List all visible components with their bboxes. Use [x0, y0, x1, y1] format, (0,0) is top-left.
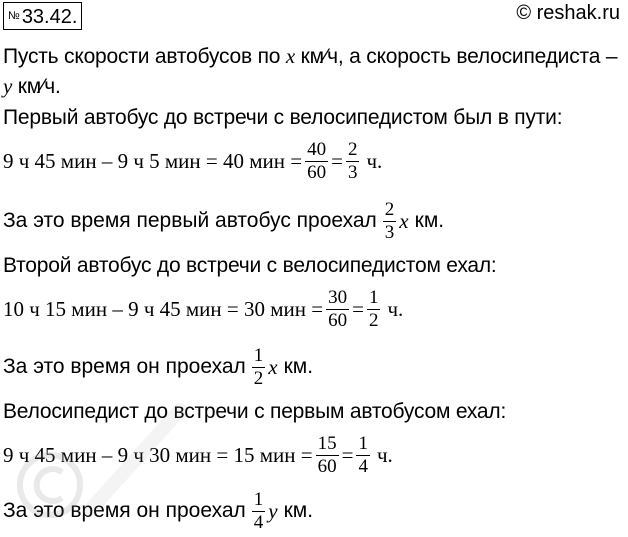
second-bus-distance	[3, 342, 313, 392]
numerator: 15	[317, 432, 337, 454]
numerator: 1	[253, 344, 264, 366]
unit-hours: ч.	[366, 148, 383, 173]
fraction	[346, 140, 360, 183]
intro-text-2: , а скорость велосипедиста –	[337, 45, 618, 68]
site-watermark-text: © reshak.ru	[516, 2, 620, 24]
numerator: 1	[368, 286, 379, 308]
denominator: 2	[253, 367, 264, 389]
numerator: 40	[307, 138, 327, 160]
unit-kmh: км⁄ч	[300, 45, 338, 68]
first-bus-calculation	[3, 136, 382, 186]
fraction	[252, 346, 266, 389]
first-bus-distance	[3, 196, 444, 246]
unit-hours: ч.	[387, 296, 404, 321]
intro-line-1	[3, 44, 617, 69]
variable-y: y	[268, 498, 278, 523]
calc-expression: 10 ч 15 мин – 9 ч 45 мин = 30 мин =	[3, 296, 324, 321]
fraction	[383, 200, 397, 243]
intro-line-2	[3, 74, 61, 99]
equals-sign: =	[341, 442, 354, 467]
equals-sign: =	[331, 148, 343, 173]
first-bus-heading: Первый автобус до встречи с велосипедистом был в пути:	[3, 106, 563, 129]
problem-number-badge	[3, 2, 82, 30]
numerator: 1	[358, 432, 368, 454]
fraction	[316, 434, 339, 477]
variable-x: x	[399, 208, 409, 233]
numerator: 2	[347, 138, 358, 160]
calc-expression: 9 ч 45 мин – 9 ч 5 мин = 40 мин =	[3, 148, 303, 173]
result-text: За это время он проехал	[3, 499, 246, 522]
unit-hours: ч.	[376, 442, 393, 467]
denominator: 4	[358, 455, 368, 477]
fraction	[252, 490, 266, 533]
fraction	[356, 434, 370, 477]
cyclist-heading: Велосипедист до встречи с первым автобусом ехал:	[3, 400, 507, 423]
cyclist-distance	[3, 486, 313, 536]
equals-sign: =	[352, 296, 364, 321]
denominator: 60	[328, 309, 348, 331]
numerator: 2	[384, 198, 395, 220]
denominator: 60	[307, 161, 327, 183]
fraction	[305, 140, 328, 183]
second-bus-heading: Второй автобус до встречи с велосипедистом ехал:	[3, 254, 497, 277]
denominator: 3	[347, 161, 358, 183]
denominator: 60	[317, 455, 337, 477]
unit-km: км.	[414, 209, 445, 232]
result-text: За это время он проехал	[3, 355, 246, 378]
denominator: 3	[384, 221, 395, 243]
cyclist-calculation	[3, 430, 393, 480]
variable-x: x	[268, 354, 278, 379]
second-bus-calculation	[3, 284, 403, 334]
fraction	[367, 288, 381, 331]
denominator: 2	[368, 309, 379, 331]
result-text: За это время первый автобус проехал	[3, 209, 377, 232]
numerator: 1	[253, 488, 264, 510]
calc-expression: 9 ч 45 мин – 9 ч 30 мин = 15 мин =	[3, 442, 313, 467]
unit-km: км.	[283, 355, 314, 378]
denominator: 4	[253, 511, 264, 533]
fraction	[326, 288, 349, 331]
variable-y: y	[3, 74, 13, 98]
unit-km: км.	[283, 499, 314, 522]
problem-number: 33.42.	[21, 6, 78, 28]
number-sign: №	[8, 10, 20, 22]
unit-kmh: км⁄ч.	[17, 75, 61, 98]
numerator: 30	[328, 286, 348, 308]
intro-text-1: Пусть скорости автобусов по	[3, 45, 281, 68]
variable-x: x	[285, 44, 295, 68]
